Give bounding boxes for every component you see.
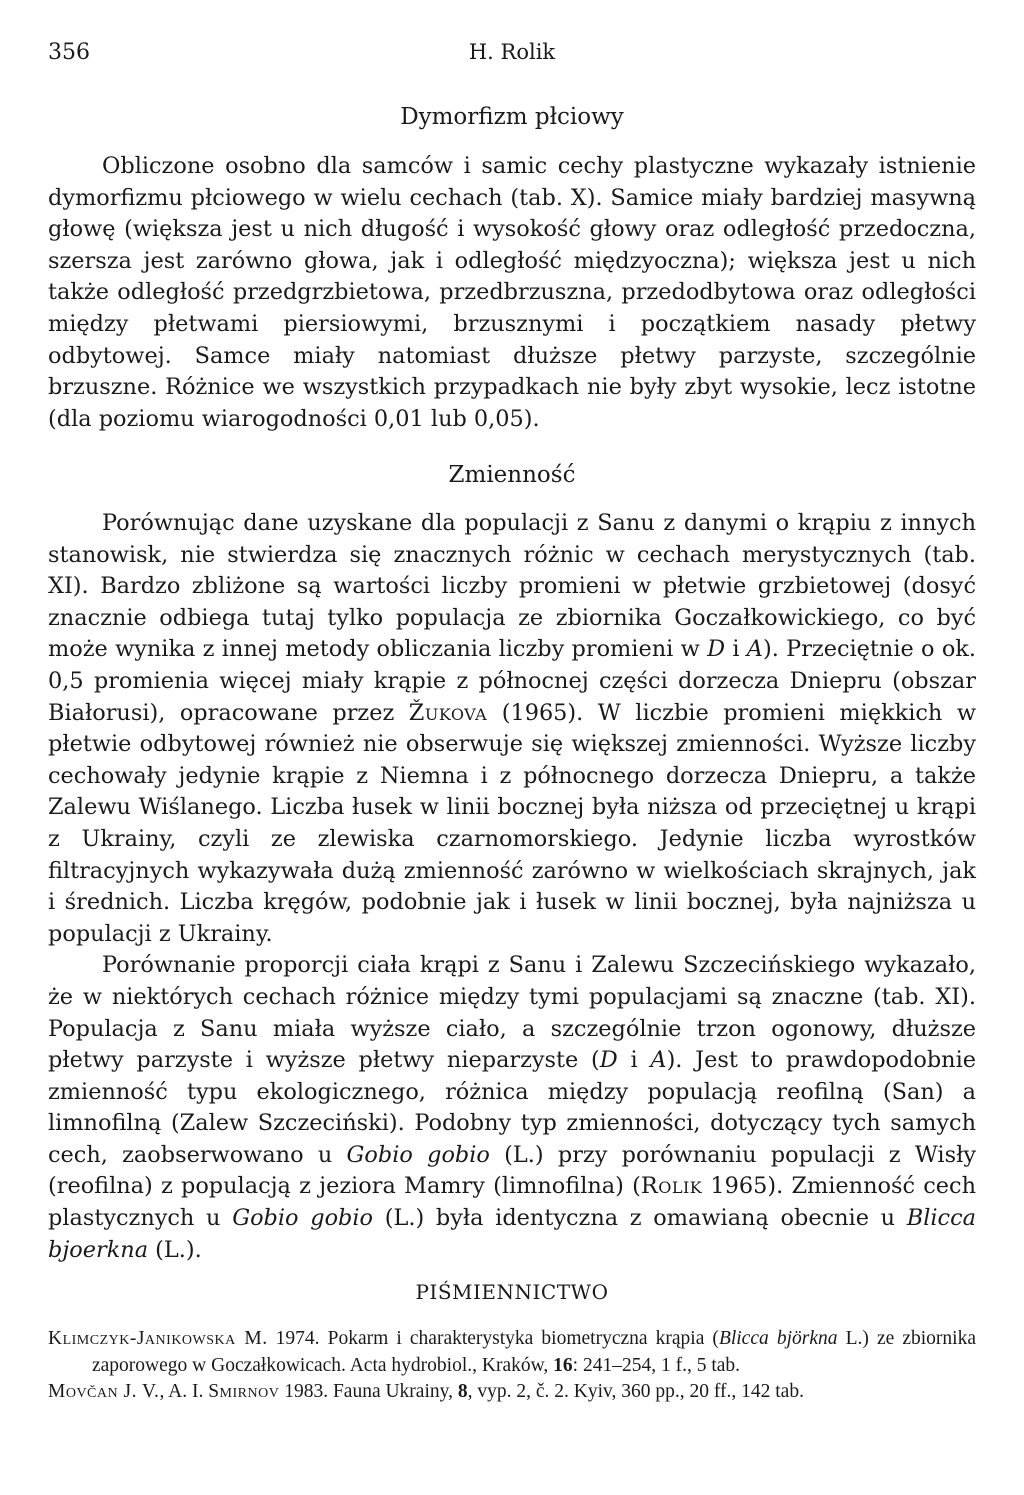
- author-name: Žukova: [408, 699, 488, 726]
- fin-label-a: A: [746, 636, 763, 663]
- author-name: Smirnov: [208, 1381, 280, 1402]
- page-number: 356: [48, 40, 90, 65]
- paragraph: [48, 950, 976, 1266]
- text-run: 1983. Fauna Ukrainy,: [279, 1381, 458, 1402]
- paragraph: [48, 508, 976, 950]
- text-run: 1965). Zmienność cech plastycznych u: [48, 1173, 976, 1232]
- section-zmiennosc-body: [48, 508, 976, 1266]
- text-run: (1965). W liczbie promieni miękkich w płetwie odbytowej również nie obserwuje się większej zmienności. Wyższe liczby cechowały jedynie krąpie z Niemna i z północnego dorzecza Dniepru, a także Zalewu Wiślanego. Liczba łusek w linii bocznej była niższa od przeciętnej u krąpi z Ukrainy, czyli ze zlewiska czarnomorskiego. Jedynie liczba wyrostków filtracyjnych wykazywała dużą zmienność zarówno w wielkościach skrajnych, jak i średnich. Liczba kręgów, podobnie jak i łusek w linii bocznej, była najniższa u populacji z Ukrainy.: [48, 699, 976, 947]
- text-run: (L.) przy porównaniu populacji z Wisły (reofilna) z populacją z jeziora Mamry (limnofilna) (: [48, 1141, 976, 1200]
- text-run: Porównując dane uzyskane dla populacji z Sanu z danymi o krąpiu z innych stanowisk, nie stwierdza się znacznych różnic w cechach merystycznych (tab. XI). Bardzo zbliżone są wartości liczby promieni w płetwie grzbietowej (dosyć znacznie odbiega tutaj tylko populacja ze zbiornika Goczałkowickiego, co być może wynika z innej metody obliczania liczby promieni w: [48, 510, 976, 663]
- fin-label-d: D: [707, 636, 726, 663]
- section-title-dymorfizm: Dymorfizm płciowy: [400, 104, 624, 130]
- text-run: Porównanie proporcji ciała krąpi z Sanu i Zalewu Szczecińskiego wykazało, że w niektórych cechach różnice między tymi populacjami są znaczne (tab. XI). Populacja z Sanu miała wyższe ciało, a szczególnie trzon ogonowy, dłuższe płetwy parzyste i wyższe płetwy nieparzyste (: [48, 952, 976, 1074]
- author-name: Movčan J. V.: [48, 1381, 160, 1402]
- fin-label-d: D: [599, 1047, 618, 1074]
- text-run: i: [725, 636, 747, 663]
- species-name: Blicca bjoerkna: [48, 1205, 976, 1263]
- page-header: [48, 40, 976, 74]
- text-run: (L.) była identyczna z omawianą obecnie u: [373, 1205, 907, 1232]
- paragraph: Obliczone osobno dla samców i samic cechy plastyczne wykazały istnienie dymorfizmu płciowego w wielu cechach (tab. X). Samice miały bardziej masywną głowę (większa jest u nich długość i wysokość głowy oraz odległość przedoczna, szersza jest zarówno głowa, jak i odległość międzyoczna); większa jest u nich także odległość przedgrzbietowa, przedbrzuszna, przedodbytowa oraz odległości między płetwami piersiowymi, brzusznymi i początkiem nasady płetwy odbytowej. Samce miały natomiast dłuższe płetwy parzyste, szczególnie brzuszne. Różnice we wszystkich przypadkach nie były zbyt wysokie, lecz istotne (dla poziomu wiarogodności 0,01 lub 0,05).: [48, 153, 976, 432]
- reference-item: [48, 1326, 976, 1379]
- author-name: Rolik: [640, 1173, 703, 1200]
- section-dymorfizm-body: [48, 151, 976, 435]
- text-run: , A. I.: [159, 1381, 209, 1402]
- species-name: Gobio gobio: [232, 1205, 374, 1232]
- reference-item: [48, 1379, 976, 1406]
- text-run: : 241–254, 1 f., 5 tab.: [572, 1354, 741, 1376]
- species-name: Gobio gobio: [346, 1141, 490, 1168]
- author-name: Klimczyk-Janikowska M.: [48, 1328, 268, 1349]
- text-run: 1974. Pokarm i charakterystyka biometryczna krąpia (: [267, 1328, 719, 1349]
- text-run: L.) ze zbiornika zaporowego w Goczałkowicach. Acta hydrobiol., Kraków,: [92, 1328, 976, 1376]
- fin-label-a: A: [650, 1047, 667, 1074]
- references-title: PIŚMIENNICTWO: [415, 1280, 609, 1304]
- text-run: (L.).: [148, 1236, 202, 1263]
- volume-number: 8: [457, 1381, 468, 1402]
- text-run: ). Przeciętnie o ok. 0,5 promienia więcej miały krąpie z północnej części dorzecza Dniepru (obszar Białorusi), opracowane przez: [48, 636, 976, 726]
- species-name: Blicca björkna: [718, 1328, 838, 1349]
- running-head: H. Rolik: [468, 40, 556, 64]
- text-run: i: [617, 1047, 651, 1074]
- reference-list: [48, 1326, 976, 1406]
- section-title-zmiennosc: Zmienność: [448, 462, 576, 488]
- volume-number: 16: [553, 1354, 573, 1376]
- text-run: ). Jest to prawdopodobnie zmienność typu ekologicznego, różnica między populacją reofilną (San) a limnofilną (Zalew Szczeciński). Podobny typ zmienności, dotyczący tych samych cech, zaobserwowano u: [48, 1047, 976, 1168]
- text-run: , vyp. 2, č. 2. Kyiv, 360 pp., 20 ff., 142 tab.: [467, 1381, 804, 1402]
